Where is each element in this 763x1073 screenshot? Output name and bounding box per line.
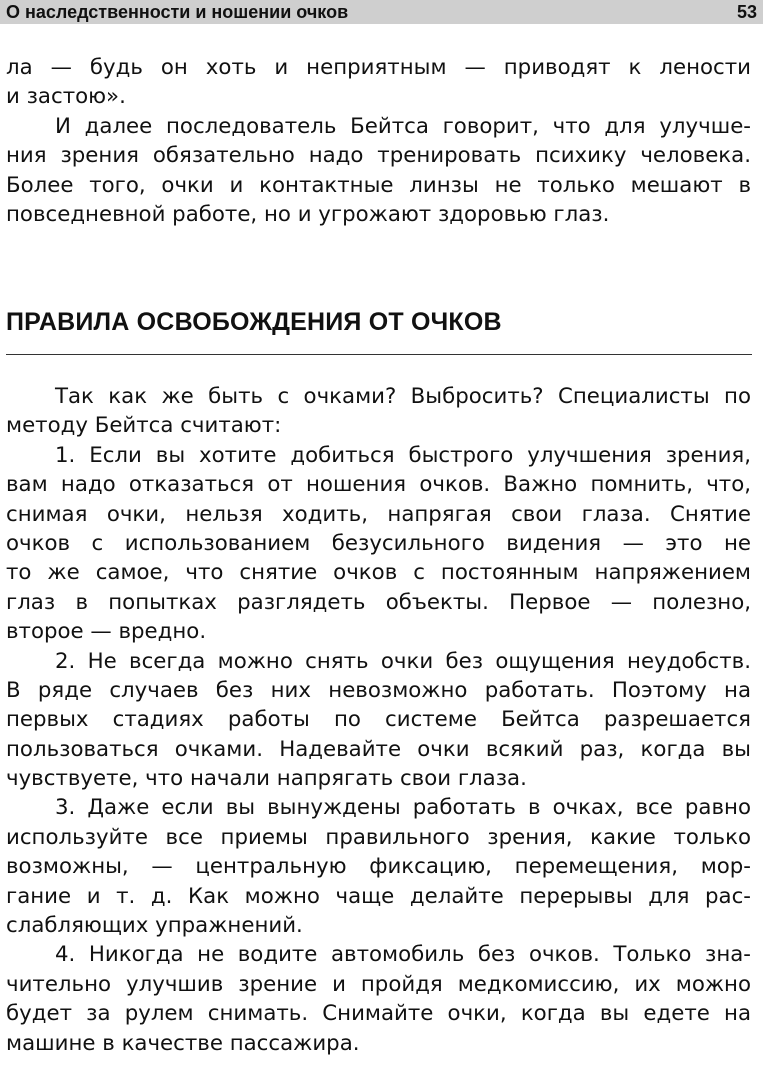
text-line: гание и т. д. Как можно чаще делайте перерывы для рас-	[6, 883, 751, 909]
body-text	[6, 382, 751, 1058]
text-line: В ряде случаев без них невозможно работать. Поэтому на	[6, 677, 751, 703]
intro-text	[6, 53, 751, 229]
text-line: глаз в попытках разглядеть объекты. Первое — полезно,	[6, 589, 751, 615]
text-line: ла — будь он хоть и неприятным — приводят к лености	[6, 55, 751, 80]
text-line: методу Бейтса считают:	[6, 413, 282, 439]
text-line: и застою».	[6, 84, 126, 110]
text-line: И далее последователь Бейтса говорит, что для улучше-	[55, 113, 751, 139]
text-line: чительно улучшив зрение и пройдя медкомиссию, их можно	[6, 971, 751, 997]
text-line: ния зрения обязательно надо тренировать психику человека.	[6, 143, 751, 169]
list-item-4: 4. Никогда не водите автомобиль без очков. Только зна-	[55, 942, 751, 968]
text-line: будет за рулем снимать. Снимайте очки, когда вы едете на	[6, 1001, 751, 1027]
list-item-2: 2. Не всегда можно снять очки без ощущения неудобств.	[55, 648, 751, 674]
heading-divider	[6, 354, 752, 355]
text-line: снимая очки, нельзя ходить, напрягая свои глаза. Снятие	[6, 501, 751, 527]
list-item-1: 1. Если вы хотите добиться быстрого улучшения зрения,	[55, 442, 751, 468]
text-line: то же самое, что снятие очков с постоянным напряжением	[6, 560, 751, 586]
text-line: возможны, — центральную фиксацию, перемещения, мор-	[6, 854, 751, 880]
text-line: Более того, очки и контактные линзы не только мешают в	[6, 172, 751, 198]
list-item-3: 3. Даже если вы вынуждены работать в очках, все равно	[55, 795, 751, 821]
text-line: вам надо отказаться от ношения очков. Важно помнить, что,	[6, 472, 751, 498]
text-line: слабляющих упражнений.	[6, 913, 303, 939]
text-line: Так как же быть с очками? Выбросить? Специалисты по	[55, 384, 751, 409]
text-line: повседневной работе, но и угрожают здоровью глаз.	[6, 201, 610, 227]
page-number: 53	[736, 2, 757, 22]
running-title: О наследственности и ношении очков	[6, 2, 349, 22]
text-line: второе — вредно.	[6, 619, 207, 645]
text-line: машине в качестве пассажира.	[6, 1030, 360, 1056]
text-line: используйте все приемы правильного зрения, какие только	[6, 824, 751, 850]
running-header	[0, 0, 763, 24]
text-line: первых стадиях работы по системе Бейтса разрешается	[6, 707, 751, 733]
text-line: чувствуете, что начали напрягать свои глаза.	[6, 766, 527, 792]
text-line: очков с использованием безусильного видения — это не	[6, 530, 751, 556]
text-line: пользоваться очками. Надевайте очки всякий раз, когда вы	[6, 736, 751, 762]
section-heading: ПРАВИЛА ОСВОБОЖДЕНИЯ ОТ ОЧКОВ	[6, 308, 502, 336]
